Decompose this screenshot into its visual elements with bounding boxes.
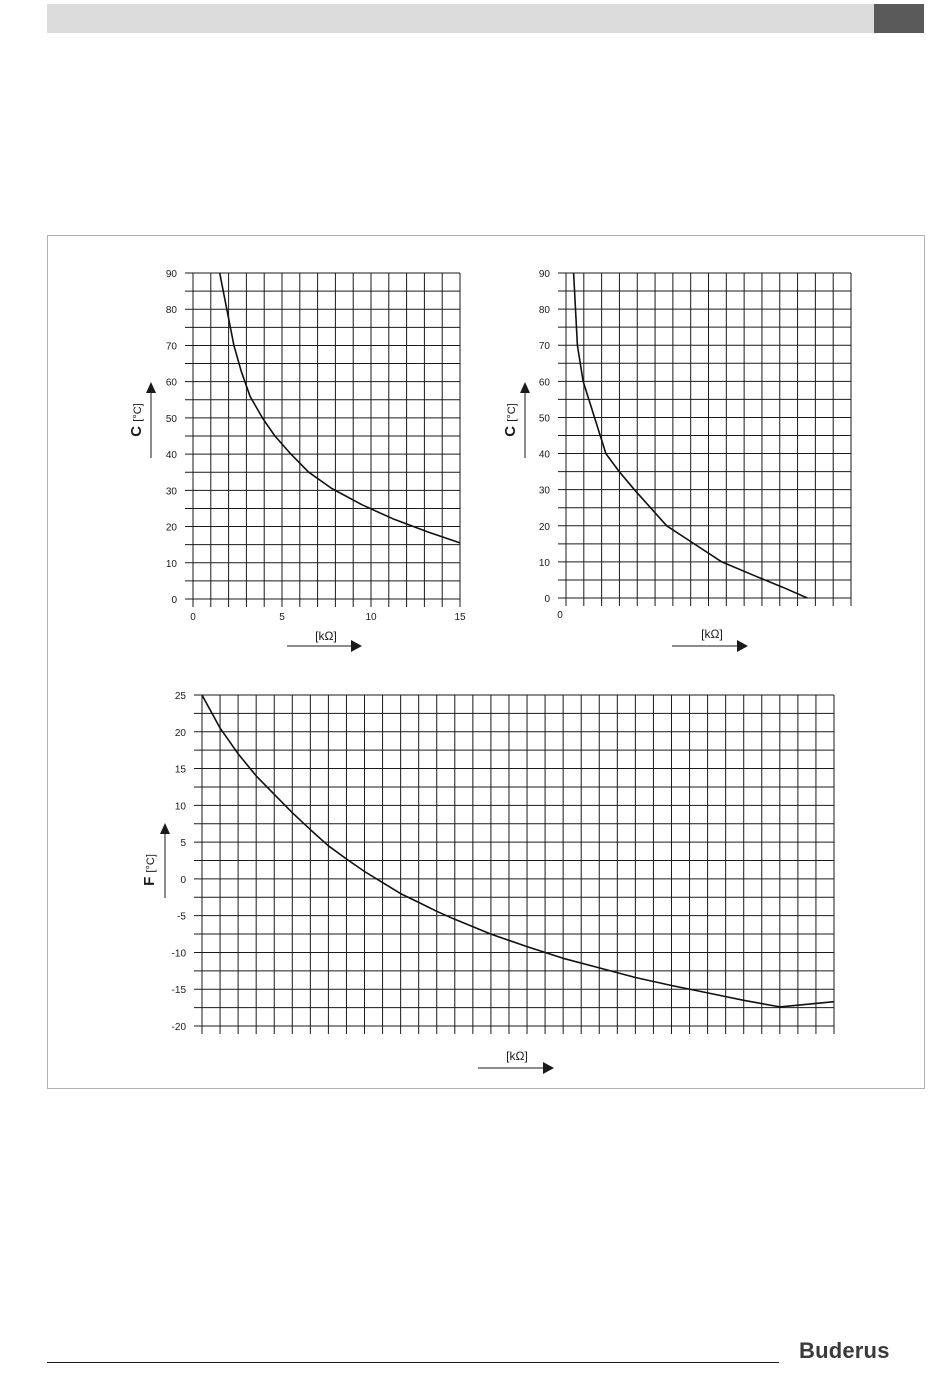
y-tick-label: 60 (538, 377, 550, 389)
chart-top-left (128, 269, 466, 652)
x-axis-arrow-head (543, 1062, 554, 1074)
y-tick-label: 50 (165, 413, 177, 425)
y-axis-arrow-head (520, 382, 530, 393)
y-axis-label: C [°C] (502, 403, 519, 437)
y-tick-label: 0 (171, 595, 177, 606)
y-tick-label: 10 (538, 557, 550, 569)
x-axis-label: [kΩ] (506, 1049, 528, 1063)
y-tick-label: 40 (538, 449, 550, 461)
y-tick-label: 15 (174, 764, 186, 776)
brand-logo: Buderus (799, 1338, 890, 1363)
y-tick-label: 30 (538, 485, 550, 497)
y-tick-label: 5 (180, 838, 186, 850)
y-tick-label: 10 (174, 801, 186, 813)
y-tick-label: 20 (174, 727, 186, 739)
y-axis-arrow-head (146, 382, 156, 393)
y-axis-label: C [°C] (128, 403, 145, 437)
series-line (202, 695, 834, 1007)
x-tick-label: 10 (365, 612, 377, 623)
y-tick-label: 10 (165, 558, 177, 570)
y-tick-label: 90 (538, 269, 550, 280)
y-tick-label: 20 (165, 522, 177, 534)
y-tick-label: -5 (177, 911, 186, 923)
y-tick-label: -20 (171, 1022, 186, 1033)
chart-bottom (141, 691, 834, 1074)
y-tick-label: 70 (165, 341, 177, 353)
x-tick-label: 0 (557, 610, 563, 621)
y-axis-label: F [°C] (141, 854, 158, 886)
y-axis-arrow-head (160, 823, 170, 834)
y-tick-label: 25 (174, 691, 186, 702)
y-tick-label: -10 (171, 948, 186, 960)
y-tick-label: 80 (165, 305, 177, 317)
x-tick-label: 15 (454, 612, 466, 623)
y-tick-label: 30 (165, 486, 177, 498)
y-tick-label: 70 (538, 341, 550, 353)
footer-rule (47, 1362, 779, 1363)
x-tick-label: 0 (190, 612, 196, 623)
y-tick-label: 0 (180, 874, 186, 886)
x-axis-arrow-head (351, 640, 362, 652)
y-tick-label: 60 (165, 377, 177, 389)
x-axis-label: [kΩ] (315, 629, 337, 643)
y-tick-label: 20 (538, 521, 550, 533)
y-tick-label: 90 (165, 269, 177, 280)
y-tick-label: 0 (544, 594, 550, 605)
x-tick-label: 5 (279, 612, 285, 623)
x-axis-arrow-head (737, 640, 748, 652)
x-axis-label: [kΩ] (701, 627, 723, 641)
y-tick-label: 50 (538, 413, 550, 425)
y-tick-label: 80 (538, 305, 550, 317)
y-tick-label: -15 (171, 985, 186, 997)
y-tick-label: 40 (165, 450, 177, 462)
chart-top-right (502, 269, 851, 652)
